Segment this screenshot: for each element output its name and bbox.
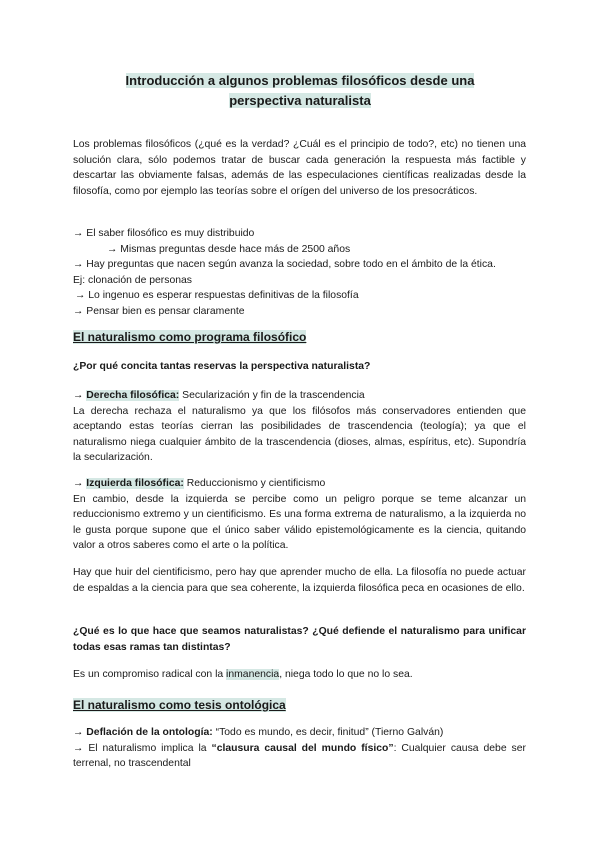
conclusion-paragraph: Hay que huir del cientificismo, pero hay que aprender mucho de ella. La filosofía no puede actuar de espaldas a la ciencia para que sea coherente, la izquierda filosófica peca en ocasiones de ello. <box>73 567 526 594</box>
izquierda-label: Izquierda filosófica: <box>86 478 184 489</box>
section-heading-ontologica: El naturalismo como tesis ontológica <box>73 698 286 712</box>
izquierda-heading: → Izquierda filosófica: Reduccionismo y cientificismo <box>73 478 326 489</box>
intro-paragraph: Los problemas filosóficos (¿qué es la verdad? ¿Cuál es el principio de todo?, etc) no tienen una solución clara, sólo podemos tratar de buscar cada generación la respuesta más factible y descartar las obviamente falsas, además de las especulaciones científicas realizadas desde la filosofía, como por ejemplo las teorías sobre el orígen del universo de los presocráticos. <box>73 139 526 197</box>
points-list <box>73 226 526 319</box>
derecha-text: La derecha rechaza el naturalismo ya que los filósofos más conservadores entienden que aceptando estas teorías cierran las posibilidades de trascendencia (teología); ya que el naturalismo niega cualquier ámbito de la trascendencia (dioses, almas, espíritus, etc). Supondría la secularización. <box>73 405 526 463</box>
izquierda-block <box>73 476 526 554</box>
point-item: → El saber filosófico es muy distribuido <box>73 228 255 239</box>
point-item: → Mismas preguntas desde hace más de 2500 años <box>107 243 351 255</box>
point-item: → Hay preguntas que nacen según avanza la sociedad, sobre todo en el ámbito de la ética. <box>73 259 496 270</box>
point-item: Ej: clonación de personas <box>73 274 192 286</box>
answer-paragraph: Es un compromiso radical con la inmanencia, niega todo lo que no lo sea. <box>73 669 413 680</box>
document-title <box>0 71 600 111</box>
derecha-heading: → Derecha filosófica: Secularización y fin de la trascendencia <box>73 390 365 401</box>
inmanencia-highlight: inmanencia <box>226 669 280 680</box>
point-item: → Pensar bien es pensar claramente <box>73 305 245 317</box>
title-line-2: perspectiva naturalista <box>229 93 371 108</box>
section-heading-programa: El naturalismo como programa filosófico <box>73 330 307 344</box>
derecha-label: Derecha filosófica: <box>86 390 180 401</box>
question-naturalistas: ¿Qué es lo que hace que seamos naturalistas? ¿Qué defiende el naturalismo para unificar todas esas ramas tan distintas? <box>73 626 526 653</box>
title-line-1: Introducción a algunos problemas filosóficos desde una <box>125 73 475 88</box>
ontologia-block <box>73 725 526 772</box>
derecha-block <box>73 388 526 466</box>
question-reservas: ¿Por qué concita tantas reservas la perspectiva naturalista? <box>73 361 371 372</box>
point-item: → Lo ingenuo es esperar respuestas definitivas de la filosofía <box>75 290 359 301</box>
izquierda-text: En cambio, desde la izquierda se percibe como un peligro porque se teme alcanzar un reduccionismo extremo y un cientificismo. Es una forma extrema de naturalismo, a la izquierda no le gusta porque supone que el único saber válido epistemológicamente es la ciencia, quitando valor a otros saberes como el arte o la política. <box>73 493 526 551</box>
deflacion-line: → Deflación de la ontología: “Todo es mundo, es decir, finitud” (Tierno Galván) <box>73 727 444 738</box>
clausura-line: → El naturalismo implica la “clausura causal del mundo físico”: Cualquier causa debe ser terrenal, no trascendental <box>73 742 526 769</box>
